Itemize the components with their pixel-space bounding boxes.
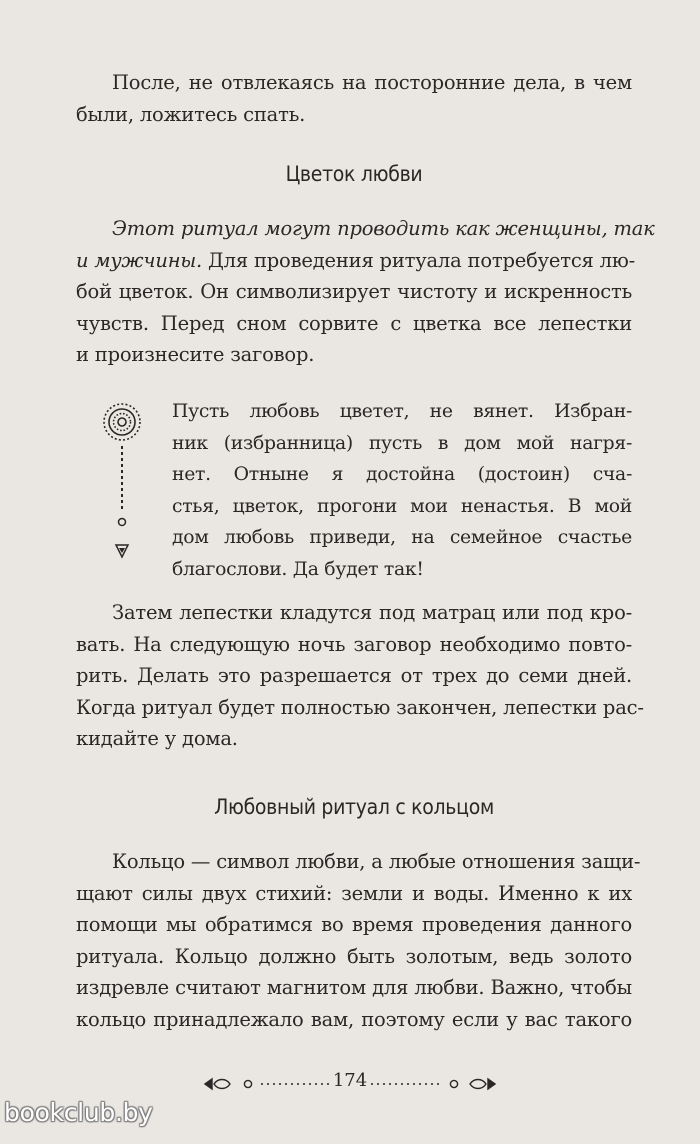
- paragraph-line: [76, 213, 655, 245]
- paragraph-line: издревле считают магнитом для любви. Важно, чтобы: [76, 976, 632, 999]
- paragraph-line: После, не отвлекаясь на посторонние дела, в чем: [112, 71, 632, 94]
- paragraph-ring-ritual: [76, 846, 641, 1035]
- paragraph-line: вать. На следующую ночь заговор необходимо повто-: [76, 632, 632, 656]
- spell-line: нет. Отныне я достойна (достоин) сча-: [172, 464, 632, 485]
- paragraph-line: и произнесите заговор.: [76, 343, 315, 366]
- paragraph-line: щают силы двух стихий: земли и воды. Именно к их: [76, 881, 632, 905]
- spell-text: [172, 396, 632, 585]
- spell-line: дом любовь приведи, на семейное счастье: [172, 527, 632, 548]
- paragraph-line: рить. Делать это разрешается от трех до семи дней.: [76, 664, 632, 687]
- section-heading: Цветок любви: [285, 162, 423, 186]
- paragraph-line: чувств. Перед сном сорвите с цветка все лепестки: [76, 311, 632, 335]
- spell-line: стья, цветок, прогони мои ненастья. В мой: [172, 495, 632, 517]
- paragraph-line: [76, 245, 635, 277]
- italic-text: и мужчины.: [76, 248, 203, 272]
- spell-line: благослови. Да будет так!: [172, 558, 424, 580]
- plain-text: Для проведения ритуала потребуется лю-: [202, 248, 635, 272]
- paragraph-ritual-description: [76, 213, 655, 371]
- spell-line: ник (избранница) пусть в дом мой нагря-: [172, 432, 632, 454]
- section-heading: Любовный ритуал с кольцом: [214, 795, 494, 819]
- paragraph-petals: [76, 597, 644, 755]
- paragraph-line: помощи мы обратимся во время проведения данного: [76, 913, 632, 936]
- paragraph-line: Затем лепестки кладутся под матрац или под кро-: [112, 601, 632, 624]
- paragraph-line: бой цветок. Он символизирует чистоту и искренность: [76, 280, 632, 303]
- paragraph-line: кидайте у дома.: [76, 727, 238, 750]
- paragraph-line: кольцо принадлежало вам, поэтому если у вас такого: [76, 1007, 632, 1031]
- italic-text: Этот ритуал могут проводить как женщины, так: [112, 217, 655, 240]
- spell-line: Пусть любовь цветет, не вянет. Избран-: [172, 401, 632, 422]
- page-number: 174: [329, 1070, 371, 1091]
- site-watermark: bookclub.by: [4, 1098, 153, 1127]
- page-number-container: [0, 1070, 700, 1091]
- paragraph-line: Кольцо — символ любви, а любые отношения защи-: [112, 850, 641, 873]
- paragraph-line: были, ложитесь спать.: [76, 102, 306, 126]
- paragraph-line: ритуала. Кольцо должно быть золотым, ведь золото: [76, 944, 632, 968]
- paragraph-line: Когда ритуал будет полностью закончен, лепестки рас-: [76, 695, 644, 719]
- spell-ornament-icon: [100, 400, 144, 570]
- paragraph-intro: [76, 67, 632, 130]
